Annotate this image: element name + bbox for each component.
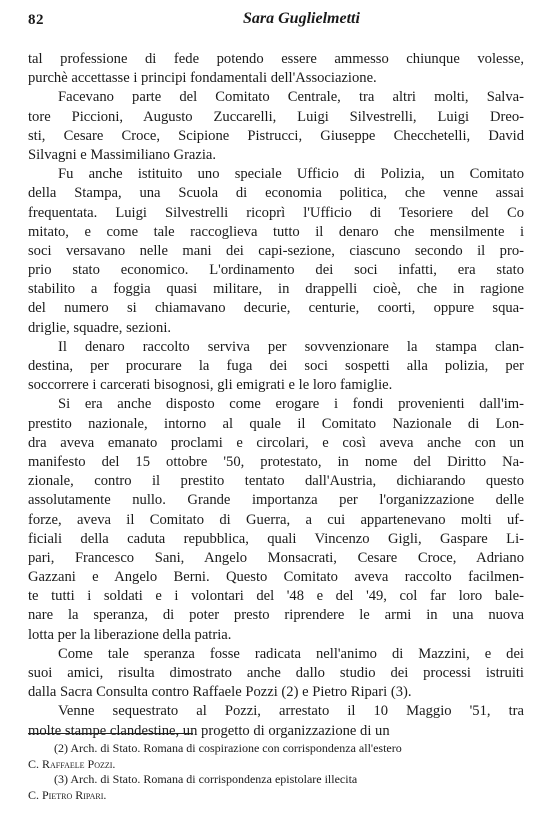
text-line: prestito nazionale, intorno al quale il Comitato Nazionale di Lon- <box>28 415 524 432</box>
footnote-text: (3) Arch. di Stato. Romana di corrispondenza epistolare illecita <box>54 772 358 786</box>
text-line: Gazzani e Angelo Berni. Questo Comitato aveva raccolto facilmen- <box>28 569 524 586</box>
text-line: del numero si chiamavano decurie, centurie, coorti, oppure squa- <box>28 300 524 317</box>
footnote <box>28 741 524 772</box>
text-line: forze, aveva il Comitato di Guerra, a cui appartenevano molti uf- <box>28 511 524 528</box>
text-line: Venne sequestrato al Pozzi, arrestato il 10 Maggio '51, tra <box>58 703 524 720</box>
text-line: purchè accettasse i principi fondamentali dell'Associazione. <box>28 70 377 87</box>
text-line: ficiali della caduta repubblica, quali Vincenzo Gigli, Gaspare Li- <box>28 530 524 547</box>
text-line: prio stato economico. L'ordinamento dei soci infatti, era stato <box>28 262 524 279</box>
paragraph <box>28 88 524 165</box>
text-line: soci versavano nelle mani dei capi-sezione, ciascuno secondo il pro- <box>28 242 524 259</box>
text-line: Come tale speranza fosse radicata nell'animo di Mazzini, e dei <box>58 645 524 662</box>
paragraph <box>28 702 524 740</box>
footnote-rule <box>28 733 193 734</box>
text-line: destina, per procurare la fuga dei soci sospetti alla polizia, per <box>28 358 524 374</box>
text-line: tal professione di fede potendo essere ammesso chiunque volesse, <box>28 51 524 67</box>
text-line: Facevano parte del Comitato Centrale, tra altri molti, Salva- <box>58 89 524 106</box>
text-line: manifesto del 15 ottobre '50, protestato, in nome del Diritto Na- <box>28 453 524 470</box>
paragraph <box>28 165 524 338</box>
text-line: te tutti i soldati e i volontari del '48 e del '49, col far loro bale- <box>28 588 524 605</box>
footnote-case: C. Raffaele Pozzi. <box>28 756 116 771</box>
running-head: Sara Guglielmetti <box>243 10 360 27</box>
page-number: 82 <box>28 12 44 28</box>
text-line: pari, Francesco Sani, Angelo Monsacrati, Cesare Croce, Adriano <box>28 549 524 566</box>
text-line: lotta per la liberazione della patria. <box>28 626 232 643</box>
text-line: zionale, contro il prestito tentato dall'Austria, dichiarando questo <box>28 473 524 490</box>
text-line: assolutamente nullo. Grande importanza per l'organizzazione delle <box>28 492 524 509</box>
text-line: dalla Sacra Consulta contro Raffaele Pozzi (2) e Pietro Ripari (3). <box>28 684 412 701</box>
text-line: driglie, squadre, sezioni. <box>28 319 172 336</box>
text-line: stabilito a foggia quasi militare, in drappelli cioè, che in ragione <box>28 281 524 298</box>
paragraph <box>28 645 524 703</box>
text-line: Fu anche istituito uno speciale Ufficio di Polizia, un Comitato <box>58 166 524 183</box>
text-line: soccorrere i carcerati bisognosi, gli emigrati e le loro famiglie. <box>28 377 393 394</box>
text-line: molte stampe clandestine, un progetto di organizzazione di un <box>28 722 390 739</box>
text-line: mitato, e come tale raccoglieva tutto il denaro che mensilmente i <box>28 223 524 240</box>
text-line: Si era anche disposto come erogare i fondi provenienti dall'im- <box>58 396 524 413</box>
text-line: tore Piccioni, Augusto Zuccarelli, Luigi Silvestrelli, Luigi Dreo- <box>28 108 524 125</box>
footnote <box>28 772 524 803</box>
text-line: sti, Cesare Croce, Scipione Pistrucci, Giuseppe Checchetelli, David <box>28 127 524 144</box>
text-line: dra aveva emanato proclami e circolari, e così aveva anche con un <box>28 434 524 451</box>
paragraph <box>28 395 524 644</box>
footnotes <box>28 741 524 803</box>
paragraph <box>28 50 524 88</box>
text-line: Silvagni e Massimiliano Grazia. <box>28 146 217 163</box>
paragraph <box>28 338 524 396</box>
text-line: Il denaro raccolto serviva per sovvenzionare la stampa clan- <box>58 338 524 355</box>
text-line: nare la speranza, di poter presto riprendere le armi in una nuova <box>28 607 524 624</box>
body-text <box>28 50 524 741</box>
text-line: della Stampa, una Scuola di economia politica, che venne assai <box>28 185 524 202</box>
text-line: frequentata. Luigi Silvestrelli ricoprì l'Ufficio di Tesoriere del Co <box>28 204 524 221</box>
text-line: suoi amici, risulta dimostrato anche dallo studio dei processi istruiti <box>28 665 524 681</box>
footnote-text: (2) Arch. di Stato. Romana di cospirazione con corrispondenza all'estero <box>54 741 402 755</box>
page-header <box>28 10 522 32</box>
footnote-case: C. Pietro Ripari. <box>28 787 107 802</box>
